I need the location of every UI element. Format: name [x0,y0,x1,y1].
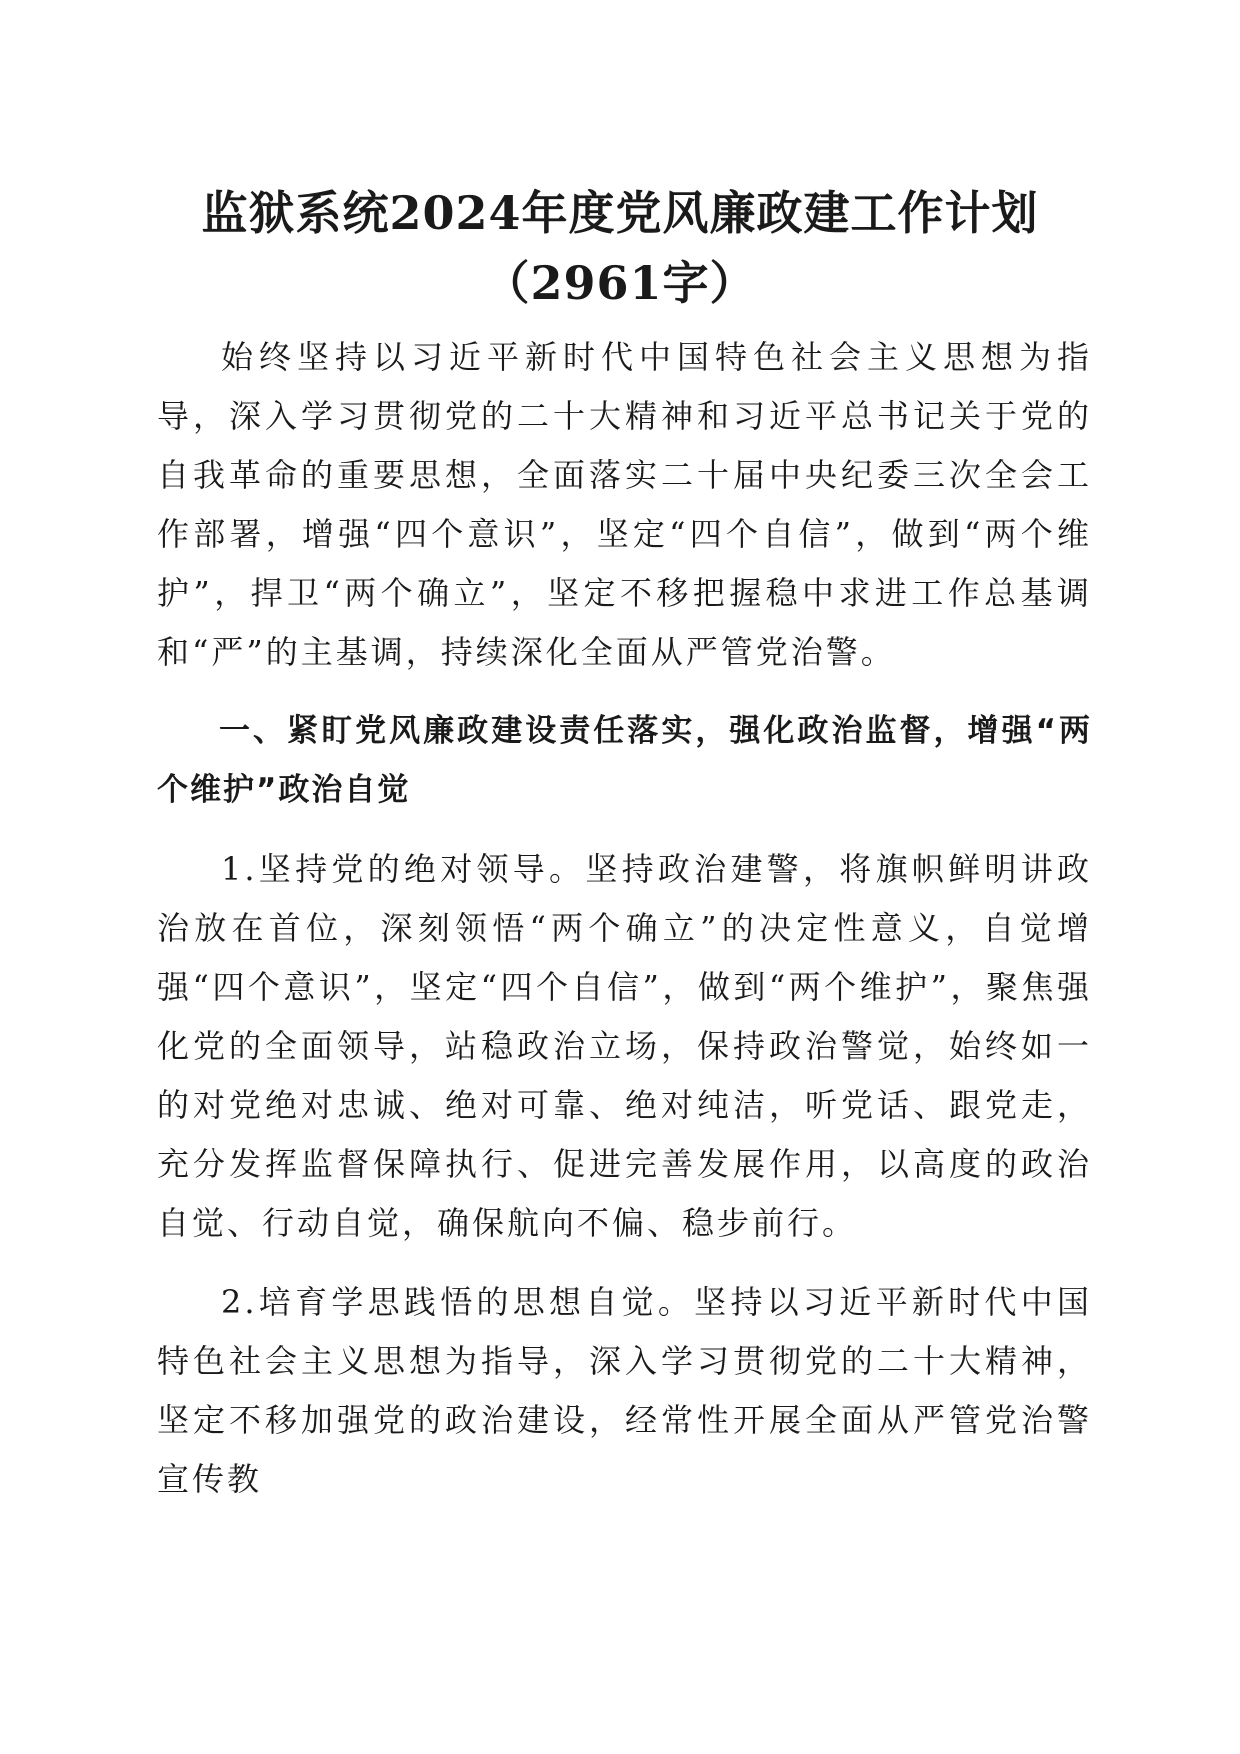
intro-paragraph: 始终坚持以习近平新时代中国特色社会主义思想为指导，深入学习贯彻党的二十大精神和习近平总书记关于党的自我革命的重要思想，全面落实二十届中央纪委三次全会工作部署，增强“四个意识”，坚定“四个自信”，做到“两个维护”，捍卫“两个确立”，坚定不移把握稳中求进工作总基调和“严”的主基调，持续深化全面从严管党治警。 [157,338,1092,671]
title-word-count: （2961字） [483,256,757,310]
title-main: 监狱系统2024年度党风廉政建工作计划 [201,186,1039,240]
section-heading-1: 一、紧盯党风廉政建设责任落实，强化政治监督，增强“两个维护”政治自觉 [157,713,1092,808]
document-body [157,328,1092,1529]
document-title [0,178,1240,318]
item-paragraph-2: 2.培育学思践悟的思想自觉。坚持以习近平新时代中国特色社会主义思想为指导，深入学习贯彻党的二十大精神，坚定不移加强党的政治建设，经常性开展全面从严管党治警宣传教 [157,1283,1092,1498]
item-paragraph-1: 1.坚持党的绝对领导。坚持政治建警，将旗帜鲜明讲政治放在首位，深刻领悟“两个确立”的决定性意义，自觉增强“四个意识”，坚定“四个自信”，做到“两个维护”，聚焦强化党的全面领导，站稳政治立场，保持政治警觉，始终如一的对党绝对忠诚、绝对可靠、绝对纯洁，听党话、跟党走，充分发挥监督保障执行、促进完善发展作用，以高度的政治自觉、行动自觉，确保航向不偏、稳步前行。 [157,850,1092,1242]
